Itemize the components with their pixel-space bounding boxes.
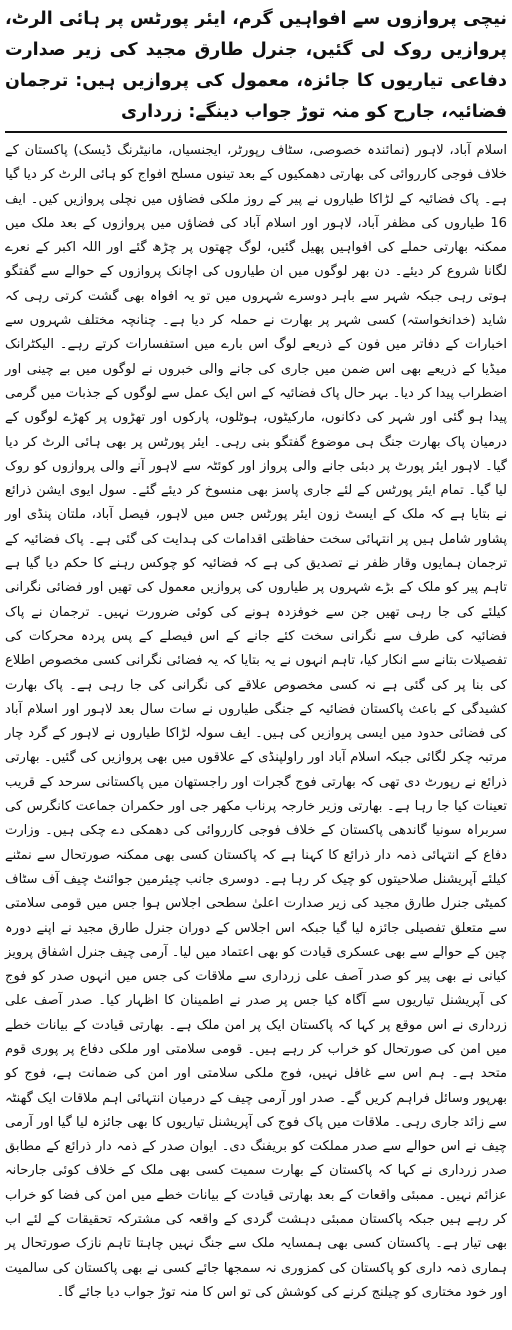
- headline-divider: [5, 131, 507, 133]
- news-article: [5, 4, 507, 1326]
- article-headline: نیچی پروازوں سے افواہیں گرم، ایئر پورٹس پر ہائی الرٹ، پروازیں روک لی گئیں، جنرل طارق مجید کی زیر صدارت دفاعی تیاریوں کا جائزہ، معمول کی پروازیں ہیں: ترجمان فضائیہ، جارح کو منہ توڑ جواب دینگے: زرداری: [5, 9, 507, 122]
- article-body: اسلام آباد، لاہور (نمائندہ خصوصی، سٹاف رپورٹر، ایجنسیاں، مانیٹرنگ ڈیسک) پاکستان کے خلاف فوجی کارروائی کی بھارتی دھمکیوں کے بعد تینوں مسلح افواج کو ہائی الرٹ کر دیا گیا ہے۔ پاک فضائیہ کے لڑاکا طیاروں نے پیر کے روز ملکی فضاؤں میں نچلی پروازیں کیں۔ ایف 16 طیاروں کی مظفر آباد، لاہور اور اسلام آباد کی فضاؤں میں پروازوں کے بعد ملک میں ممکنہ بھارتی حملے کی افواہیں پھیل گئیں، لوگ چھتوں پر چڑھ گئے اور اللہ اکبر کے نعرے لگانا شروع کر دیئے۔ دن بھر لوگوں میں ان طیاروں کی اچانک پروازوں کے حوالے سے گفتگو ہوتی رہی جبکہ شہر سے باہر دوسرے شہروں میں تو یہ افواہ بھی گشت کرتی رہی کہ شاید (خدانخواستہ) کسی شہر پر بھارت نے حملہ کر دیا ہے۔ چنانچہ مختلف شہروں سے اخبارات کے دفاتر میں فون کے ذریعے لوگ اس بارے میں استفسارات کرتے رہے۔ الیکٹرانک میڈیا کے ذریعے بھی اس ضمن میں جاری کی جانے والی خبروں نے لوگوں میں بے چینی اور اضطراب پیدا کر دیا۔ بہر حال پاک فضائیہ کے اس ایک عمل سے لوگوں کے جذبات میں گرمی پیدا ہو گئی اور شہر کی دکانوں، مارکیٹوں، ہوٹلوں، پارکوں اور تھڑوں پر کھڑے لوگوں کے درمیان پاک بھارت جنگ ہی موضوع گفتگو بنی رہی۔ ایئر پورٹس پر بھی ہائی الرٹ کر دیا گیا۔ لاہور ایئر پورٹ پر دبئی جانے والی پرواز اور کوئٹہ سے لاہور آنے والی پروازوں کو روک لیا گیا۔ تمام ایئر پورٹس کے لئے جاری پاسز بھی منسوخ کر دیئے گئے۔ سول ایوی ایشن ذرائع نے بتایا ہے کہ ملک کے ایسٹ زون ایئر پورٹس جس میں لاہور، فیصل آباد، ملتان پنڈی اور پشاور شامل ہیں پر انتہائی سخت حفاظتی اقدامات کی ہدایت کی گئی ہے۔ پاک فضائیہ کے ترجمان ہمایوں وقار ظفر نے تصدیق کی ہے کہ فضائیہ کو چوکس رہنے کا حکم دیا گیا ہے تاہم پیر کو ملک کے بڑے شہروں پر طیاروں کی پروازیں معمول کی تھیں اور فضائی نگرانی کیلئے کی جا رہی تھیں جن سے خوفزدہ ہونے کی کوئی ضرورت نہیں۔ ترجمان نے پاک فضائیہ کی طرف سے نگرانی سخت کئے جانے کے اس فیصلے کے پس پردہ محرکات کی تفصیلات بتانے سے انکار کیا، تاہم انہوں نے یہ بتایا کہ یہ فضائی نگرانی کسی مخصوص اطلاع کی بنا پر کی گئی ہے نہ کسی مخصوص علاقے کی نگرانی کی جا رہی ہے۔ پاک بھارت کشیدگی کے باعث پاکستان فضائیہ کے جنگی طیاروں نے سات سال بعد لاہور اور اسلام آباد کی فضائی حدود میں ایسی پروازیں کی ہیں۔ ایف سولہ لڑاکا طیاروں نے لاہور کے گرد چار مرتبہ چکر لگائی جبکہ اسلام آباد اور راولپنڈی کے علاقوں میں بھی پروازیں کی گئیں۔ بھارتی ذرائع نے رپورٹ دی تھی کہ بھارتی فوج گجرات اور راجستھان میں پاکستانی سرحد کے قریب تعینات کیا جا رہا ہے۔ بھارتی وزیر خارجہ پرناب مکھر جی اور حکمران جماعت کانگرس کی سربراہ سونیا گاندھی پاکستان کے خلاف فوجی کارروائی کی دھمکی دے چکی ہیں۔ وزارت دفاع کے انتہائی ذمہ دار ذرائع کا کہنا ہے کہ پاکستان کسی بھی ممکنہ صورتحال سے نمٹنے کیلئے آپریشنل صلاحیتوں کو چیک کر رہا ہے۔ دوسری جانب چیئرمین جوائنٹ چیف آف سٹاف کمیٹی جنرل طارق مجید کی زیر صدارت اعلیٰ سطحی اجلاس ہوا جس میں قومی سلامتی سے متعلق تفصیلی جائزہ لیا گیا جبکہ اس اجلاس کے دوران جنرل طارق مجید نے اپنے دورہ چین کے حوالے سے بھی عسکری قیادت کو بھی اعتماد میں لیا۔ آرمی چیف جنرل اشفاق پرویز کیانی نے بھی پیر کو صدر آصف علی زرداری سے ملاقات کی جس میں انہوں صدر کو فوج کی آپریشنل تیاریوں سے آگاہ کیا جس پر صدر نے اطمینان کا اظہار کیا۔ صدر آصف علی زرداری نے اس موقع پر کہا کہ پاکستان ایک پر امن ملک ہے۔ بھارتی قیادت کے بیانات خطے میں امن کی صورتحال کو خراب کر رہے ہیں۔ قومی سلامتی اور ملکی دفاع پر پوری قوم متحد ہے۔ ہم اس سے غافل نہیں، فوج ملکی سلامتی اور امن کی ضمانت ہے، فوج کو بھرپور وسائل فراہم کریں گے۔ صدر اور آرمی چیف کے درمیان انتہائی اہم ملاقات ایک گھنٹہ سے زائد جاری رہی۔ ملاقات میں پاک فوج کی آپریشنل تیاریوں کا بھی جائزہ لیا گیا اور آرمی چیف نے اس حوالے سے صدر مملکت کو بریفنگ دی۔ ایوان صدر کے ذمہ دار ذرائع کے مطابق صدر زرداری نے کہا کہ پاکستان کے بھارت سمیت کسی بھی ملک کے خلاف کوئی جارحانہ عزائم نہیں۔ ممبئی واقعات کے بعد بھارتی قیادت کے بیانات خطے میں امن کی فضا کو خراب کر رہے ہیں جبکہ پاکستان ممبئی دہشت گردی کے واقعہ کی مشترکہ تحقیقات کے لئے اب بھی تیار ہے۔ پاکستان کسی بھی ہمسایہ ملک سے جنگ نہیں چاہتا تاہم نازک صورتحال پر ہماری ذمہ داری کو پاکستان کی کمزوری نہ سمجھا جائے کسی نے بھی پاکستان کی سالمیت اور خود مختاری کو چیلنج کرنے کی کوشش کی تو اس کا منہ توڑ جواب دیا جائے گا۔: [5, 143, 507, 1300]
